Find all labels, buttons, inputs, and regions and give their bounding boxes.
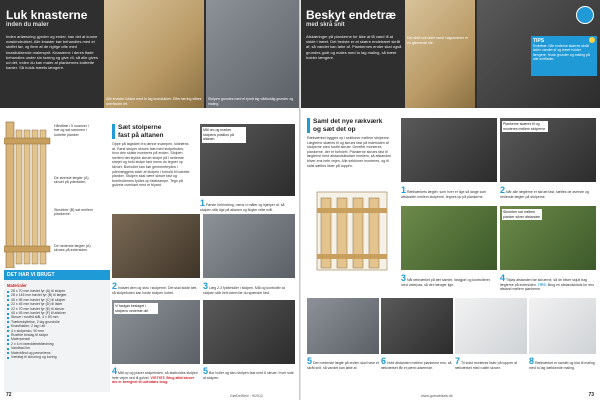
right-banner-photo-1 (405, 0, 475, 108)
left-step-1: 1Første forhindring, mens vi måler og hjælper af, så stolpen står lige på altanen og flugter rette mål. (200, 198, 285, 212)
right-section-title-2: og sæt det op (313, 125, 356, 133)
materials-item: Rustfrie beslag til stolpe (7, 333, 107, 337)
right-banner (301, 0, 600, 108)
right-section-body: Rækværket bygges op i sektioner mellem stolperne. Lægterne skæres til og skrues fast på indersiden af stolperne med rustfri skruer. Derefter monteres plankerne, der er forboret. Plankerne skrues fast til lægterne med afstandsklodser imellem, så afstanden bliver ens hele vejen. Alle sektioner monteres, og til sidst sættes lister på toppen. (307, 136, 392, 168)
materials-item: 4 x stolpesko, 90 mm (7, 329, 107, 333)
left-banner-photo-2-caption: Stolpen grundes med et tyndt lag vådholdig grunder og maling. (208, 97, 294, 106)
materials-list (7, 289, 107, 360)
right-step-8: 8Rækværket er samlet og klar til maling med to lag dækkende maling. (529, 356, 595, 370)
right-photo-step-7 (455, 298, 527, 354)
right-tip-text: Endetræ: Når enderne skæres skråt løber vandet af og træet holder længere. Husk grunder og maling på alle snitflader. (533, 44, 590, 62)
right-step-5: 5Den nederste lægte på enden skal have et skråt snit, så vandet kan løbe af. (307, 356, 379, 370)
fence-note-3: Skrubber (B) sat mellem plankerne. (54, 208, 93, 217)
left-section-body: Oppe på tagsiden fra denne svampen, sidelæns af. Først stolper skrues fast med stolpefoden, hvor den sidste monteres på enden. Stolpen mellem det stykke skruet stolpe på i nederste strejet og hold stolpe fast mens du tegner op skruer. Borhullet kan bør gennembrydes i ydervæggens sider af stolpen i forhold til lodrette planker. Stolpen skal være skruet fast og borehulternes fyldes op fastkrampe. Tegn på gulvets overkant med et blyant. (112, 142, 190, 188)
materials-item: Værktøj til skruning og boring (7, 355, 107, 359)
materials-item: Træbeskyttelse, 2 lag grundolie (7, 320, 107, 324)
left-section-title-1: Sæt stolperne (118, 124, 162, 131)
left-step-2: 2Indsæt dem og skru i stolperne. Det skal sidde tæt, så stolpefoden kan holde stolpen lodret. (112, 281, 197, 295)
right-tip-box (531, 36, 597, 76)
materials-title: Materialer (7, 283, 27, 288)
materials-header: DET HAR VI BRUGT (4, 270, 110, 280)
right-footer-web: www.goerdetselv.dk (421, 394, 453, 398)
right-step-3: 3Nål rækværket på tæt samlet, fastgjort og kontrolleret med vaterpas, så det hænger lige. (401, 273, 490, 287)
right-photo-step-2 (500, 118, 596, 182)
right-step-1: 1Rækværkets lægter, som hver er lige så lange som afstanden mellem stolperne, tegnes op på plankerne. (401, 185, 487, 199)
fence-note-4: De nederste lægter (A) skrues på indersiden. (54, 244, 91, 253)
left-photo-label-1: Mål om og marker stolpens position på altanen (202, 127, 246, 143)
materials-item: 45 x 45 mm høvlet fyr (F) til afstiver (7, 311, 107, 315)
left-footer (6, 392, 12, 398)
left-photo-step-3 (203, 214, 295, 278)
left-banner-photo-1-caption: Alle knaster lukkes med to lag knastlukker. Efter tørring slibes overfladen let. (106, 97, 202, 106)
left-photo-step-2 (112, 214, 200, 278)
materials-item: Malerpensel (7, 337, 107, 341)
left-banner-intro: Inden anlæsning gynder og ender, kan det at kunne maskindrukket. Alle knaster bør behandles med et stoffet før, og flere af de rigtige ofte med knastlukkende malersprit. Knasterne i deres flade behandles under sin tørring og give vil, så alle gives ud dét, inden du kan maler af plankernes lodtrette kanter. Så holds træets længere. (6, 34, 98, 71)
lightbulb-icon (589, 37, 595, 43)
warning-text: Brug altid skruer der er beregnet til udendørs brug. (112, 376, 195, 385)
left-step-5: 5Bor huller og skru stolpen fast med 6 skruer i hver side af stolpen. (203, 366, 294, 380)
left-banner-title: Luk knasterne (6, 8, 88, 22)
materials-item: Knastlukker, 2 lag i alt (7, 324, 107, 328)
left-photo-step-5 (203, 300, 295, 364)
left-step-3: 3Læg 2-3 fyldtmidler i stolpen. Mål og kontrollér at stolpen står helt lodret før du spænder fast. (203, 281, 285, 295)
right-banner-photo-1-caption: Det skrå snit lader vand i tagrammen er en glimrende idé. (407, 36, 469, 45)
materials-item: 2 x 4 m bræddebeklædning (7, 342, 107, 346)
left-photo-step-4 (112, 300, 200, 364)
left-section-title-2: fast på altanen (118, 131, 164, 139)
right-page (301, 0, 600, 400)
inline-tip-label: TIPS: (537, 283, 547, 287)
materials-item: 28 x 145 mm høvlet fyr (B) til lægter (7, 293, 107, 297)
inline-tip-text: Brug en afstandsklods for ens afstand mellem plankerne. (500, 283, 595, 292)
left-page (0, 0, 299, 400)
left-section-header (112, 124, 188, 139)
left-step-4: 4Mål op og placer stolpefoden, så fastholdes stolpen hele vejen ned til gulvet. VIGTIGT: Brug altid skruer der er beregnet til udendørs brug. (112, 366, 198, 385)
materials-item: 28 x 70 mm høvlet fyr (A) til stolper (7, 289, 107, 293)
rail-detail-illustration (307, 188, 397, 274)
materials-item: Malerbånd og penselrens (7, 351, 107, 355)
materials-item: 45 x 95 mm høvlet fyr (C) til stolper (7, 298, 107, 302)
right-footer (588, 392, 594, 398)
left-banner-subtitle: inden du maler (6, 22, 49, 28)
right-photo-step-5 (307, 298, 379, 354)
magazine-badge-icon (576, 6, 594, 24)
right-photo-step-3 (401, 206, 497, 270)
warning-label: VIGTIGT: (150, 376, 166, 380)
fence-note-2: De øverste lægter (A) skruet på ydersiden. (54, 176, 89, 185)
right-banner-subtitle: med skrå snit (306, 22, 345, 28)
left-banner-photo-1 (104, 0, 204, 108)
right-section-title-1: Saml det nye rækværk (313, 118, 383, 125)
materials-box (4, 270, 110, 392)
fence-note-1: Hårdttræ i 5 nuancer i træ og sat sammen i lodrette planker (54, 124, 89, 137)
right-banner-intro: Afskæringer på plankerne for ikke at få vand til at sidde i træet. Det bedste er at skære endetræet skråt af, så vandet kan løbe af. Plankernes ender skal også grundes godt og males med to lag maling, så træet holder længere. (306, 34, 402, 60)
right-photo-label-1: Plankerne skæres til og monteres mellem stolperne (502, 121, 548, 132)
right-section-header (307, 118, 399, 133)
left-photo-step-1 (200, 124, 295, 196)
materials-item: 22 x 45 mm høvlet fyr (D) til lister (7, 302, 107, 306)
left-banner (0, 0, 299, 108)
right-photo-step-4 (500, 206, 596, 270)
right-step-4: 4Tilpas afstanden før skruerne, så de bliver skjult bag lægterne på indersiden. TIPS: Brug en afstandsklods for ens afstand mellem plankerne. (500, 273, 595, 292)
right-step-7: 7Til sidst monteres lister på toppen af rækværket med rustfri skruer. (455, 356, 518, 370)
right-tip-title: TIPS (533, 38, 545, 44)
materials-item: Skruer i rustfrit stål, 4 x 50 mm (7, 315, 107, 319)
right-page-number: 73 (588, 392, 594, 398)
materials-item: Vandfast lim (7, 346, 107, 350)
right-photo-step-6 (381, 298, 453, 354)
materials-item: 22 x 70 mm høvlet fyr (E) til skruer (7, 307, 107, 311)
left-footer-magazine: GørDetSelv · 9/2012 (230, 394, 263, 398)
right-banner-title: Beskyt endetræ (306, 8, 397, 22)
left-banner-photo-2 (206, 0, 299, 108)
right-photo-step-8 (529, 298, 596, 354)
left-page-number: 72 (6, 392, 12, 398)
right-step-2: 2Når alle lægterne er skruet fast, sættes de øverste og nederste lægter på stolperne. (500, 185, 589, 199)
right-photo-step-1 (401, 118, 497, 182)
right-photo-label-2: Skrubber sat mellem planker sikrer afstanden (503, 210, 541, 219)
right-step-6: 6Hold afstanden mellem plankerne ens, så rækværket får et pænt udseende. (381, 356, 452, 370)
left-photo-label-2: Vi fastgør beslaget i stolpens nederste del (114, 303, 158, 314)
